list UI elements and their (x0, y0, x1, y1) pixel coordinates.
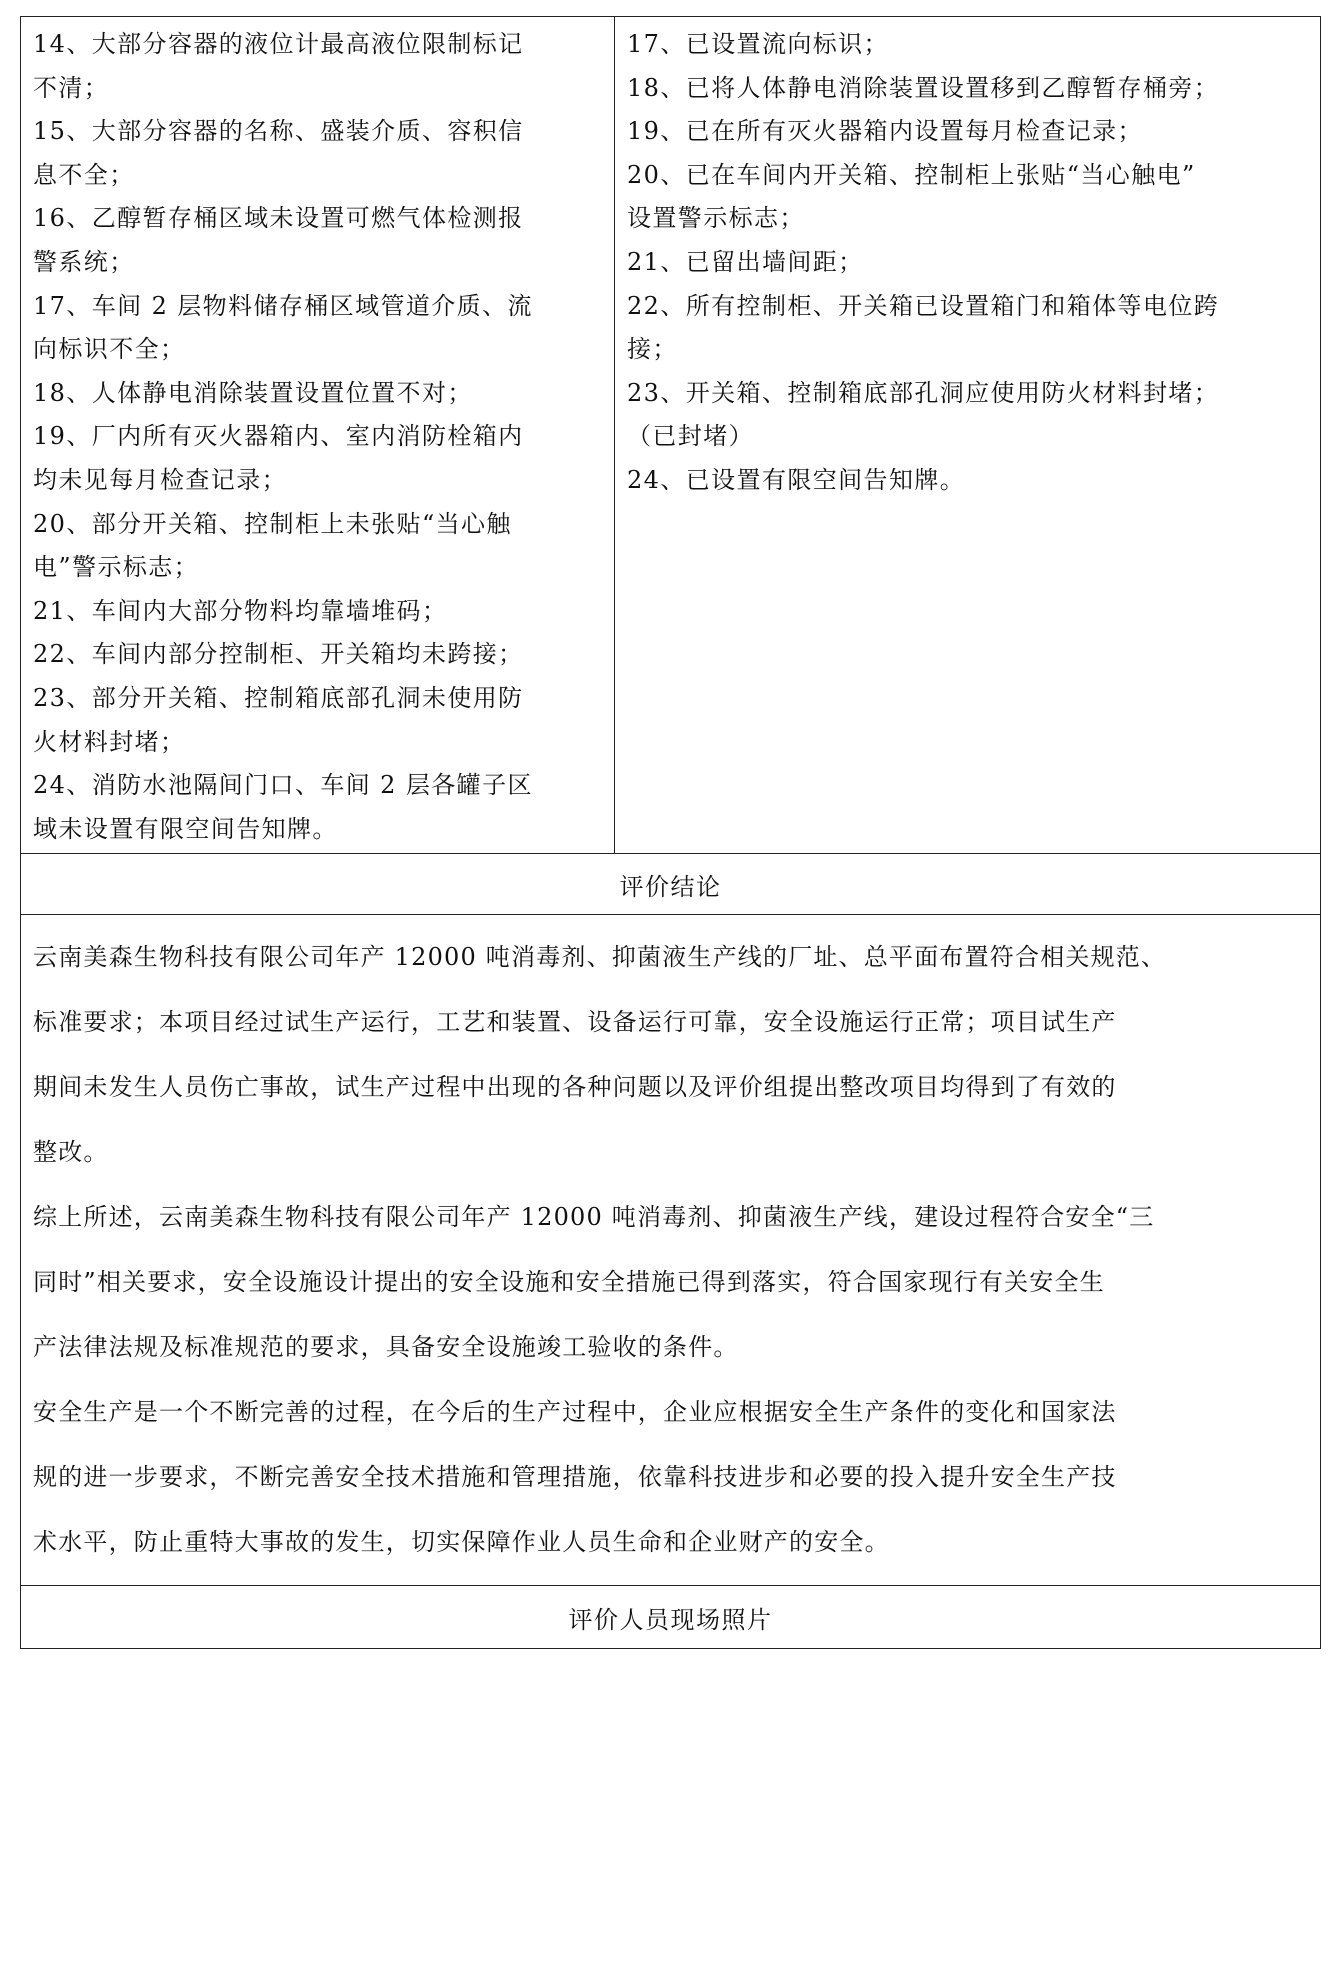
issue-line: 19、厂内所有灭火器箱内、室内消防栓箱内 (33, 422, 524, 451)
conclusion-line: 同时”相关要求，安全设施设计提出的安全设施和安全措施已得到落实，符合国家现行有关安全生 (33, 1268, 1105, 1297)
issue-line: 21、车间内大部分物料均靠墙堆码； (33, 596, 448, 625)
issues-column (21, 17, 615, 854)
issues-fixes-row (21, 17, 1321, 854)
fix-line: 17、已设置流向标识； (627, 30, 889, 58)
conclusion-body (21, 915, 1321, 1586)
issue-line: 警系统； (33, 247, 135, 276)
fix-line: 22、所有控制柜、开关箱已设置箱门和箱体等电位跨 (627, 291, 1220, 320)
issue-line: 23、部分开关箱、控制箱底部孔洞未使用防 (33, 683, 524, 712)
conclusion-line: 综上所述，云南美森生物科技有限公司年产 12000 吨消毒剂、抑菌液生产线，建设过程符合安全“三 (33, 1203, 1155, 1232)
issue-line: 18、人体静电消除装置设置位置不对； (33, 378, 473, 407)
conclusion-line: 标准要求；本项目经过试生产运行，工艺和装置、设备运行可靠，安全设施运行正常；项目试生产 (33, 1008, 1117, 1037)
conclusion-header-row (21, 854, 1321, 915)
conclusion-line: 云南美森生物科技有限公司年产 12000 吨消毒剂、抑菌液生产线的厂址、总平面布置符合相关规范、 (33, 943, 1167, 972)
issue-line: 电”警示标志； (33, 553, 200, 582)
issue-line: 不清； (33, 73, 110, 102)
issue-line: 14、大部分容器的液位计最高液位限制标记 (33, 30, 524, 58)
fix-line: 18、已将人体静电消除装置设置移到乙醇暂存桶旁； (627, 73, 1220, 102)
issue-line: 22、车间内部分控制柜、开关箱均未跨接； (33, 640, 524, 669)
fix-line: 23、开关箱、控制箱底部孔洞应使用防火材料封堵； (627, 378, 1220, 407)
conclusion-line: 产法律法规及标准规范的要求，具备安全设施竣工验收的条件。 (33, 1333, 739, 1362)
photos-header-row (21, 1586, 1321, 1649)
fixes-column (615, 17, 1321, 854)
conclusion-body-row (21, 915, 1321, 1586)
fix-line: 设置警示标志； (627, 204, 805, 233)
conclusion-line: 期间未发生人员伤亡事故，试生产过程中出现的各种问题以及评价组提出整改项目均得到了有效的 (33, 1073, 1117, 1102)
issue-line: 火材料封堵； (33, 727, 186, 756)
fix-line: （已封堵） (627, 422, 754, 451)
conclusion-header: 评价结论 (21, 854, 1321, 915)
issue-line: 15、大部分容器的名称、盛装介质、容积信 (33, 117, 524, 146)
issue-line: 息不全； (33, 160, 135, 189)
conclusion-line: 术水平，防止重特大事故的发生，切实保障作业人员生命和企业财产的安全。 (33, 1528, 890, 1557)
issue-line: 16、乙醇暂存桶区域未设置可燃气体检测报 (33, 204, 524, 233)
conclusion-line: 整改。 (33, 1138, 109, 1167)
issue-line: 24、消防水池隔间门口、车间 2 层各罐子区 (33, 771, 533, 800)
conclusion-line: 安全生产是一个不断完善的过程，在今后的生产过程中，企业应根据安全生产条件的变化和国家法 (33, 1398, 1117, 1427)
fix-line: 24、已设置有限空间告知牌。 (627, 465, 966, 494)
issue-line: 20、部分开关箱、控制柜上未张贴“当心触 (33, 509, 512, 538)
fix-line: 接； (627, 335, 678, 364)
fix-line: 21、已留出墙间距； (627, 247, 864, 276)
fix-line: 19、已在所有灭火器箱内设置每月检查记录； (627, 117, 1143, 146)
fix-line: 20、已在车间内开关箱、控制柜上张贴“当心触电” (627, 160, 1196, 189)
issue-line: 域未设置有限空间告知牌。 (33, 814, 338, 843)
evaluation-table (20, 16, 1321, 1649)
photos-header: 评价人员现场照片 (21, 1586, 1321, 1649)
issue-line: 向标识不全； (33, 335, 186, 364)
conclusion-line: 规的进一步要求，不断完善安全技术措施和管理措施，依靠科技进步和必要的投入提升安全生产技 (33, 1463, 1117, 1492)
issue-line: 均未见每月检查记录； (33, 465, 287, 494)
issue-line: 17、车间 2 层物料储存桶区域管道介质、流 (33, 291, 533, 320)
